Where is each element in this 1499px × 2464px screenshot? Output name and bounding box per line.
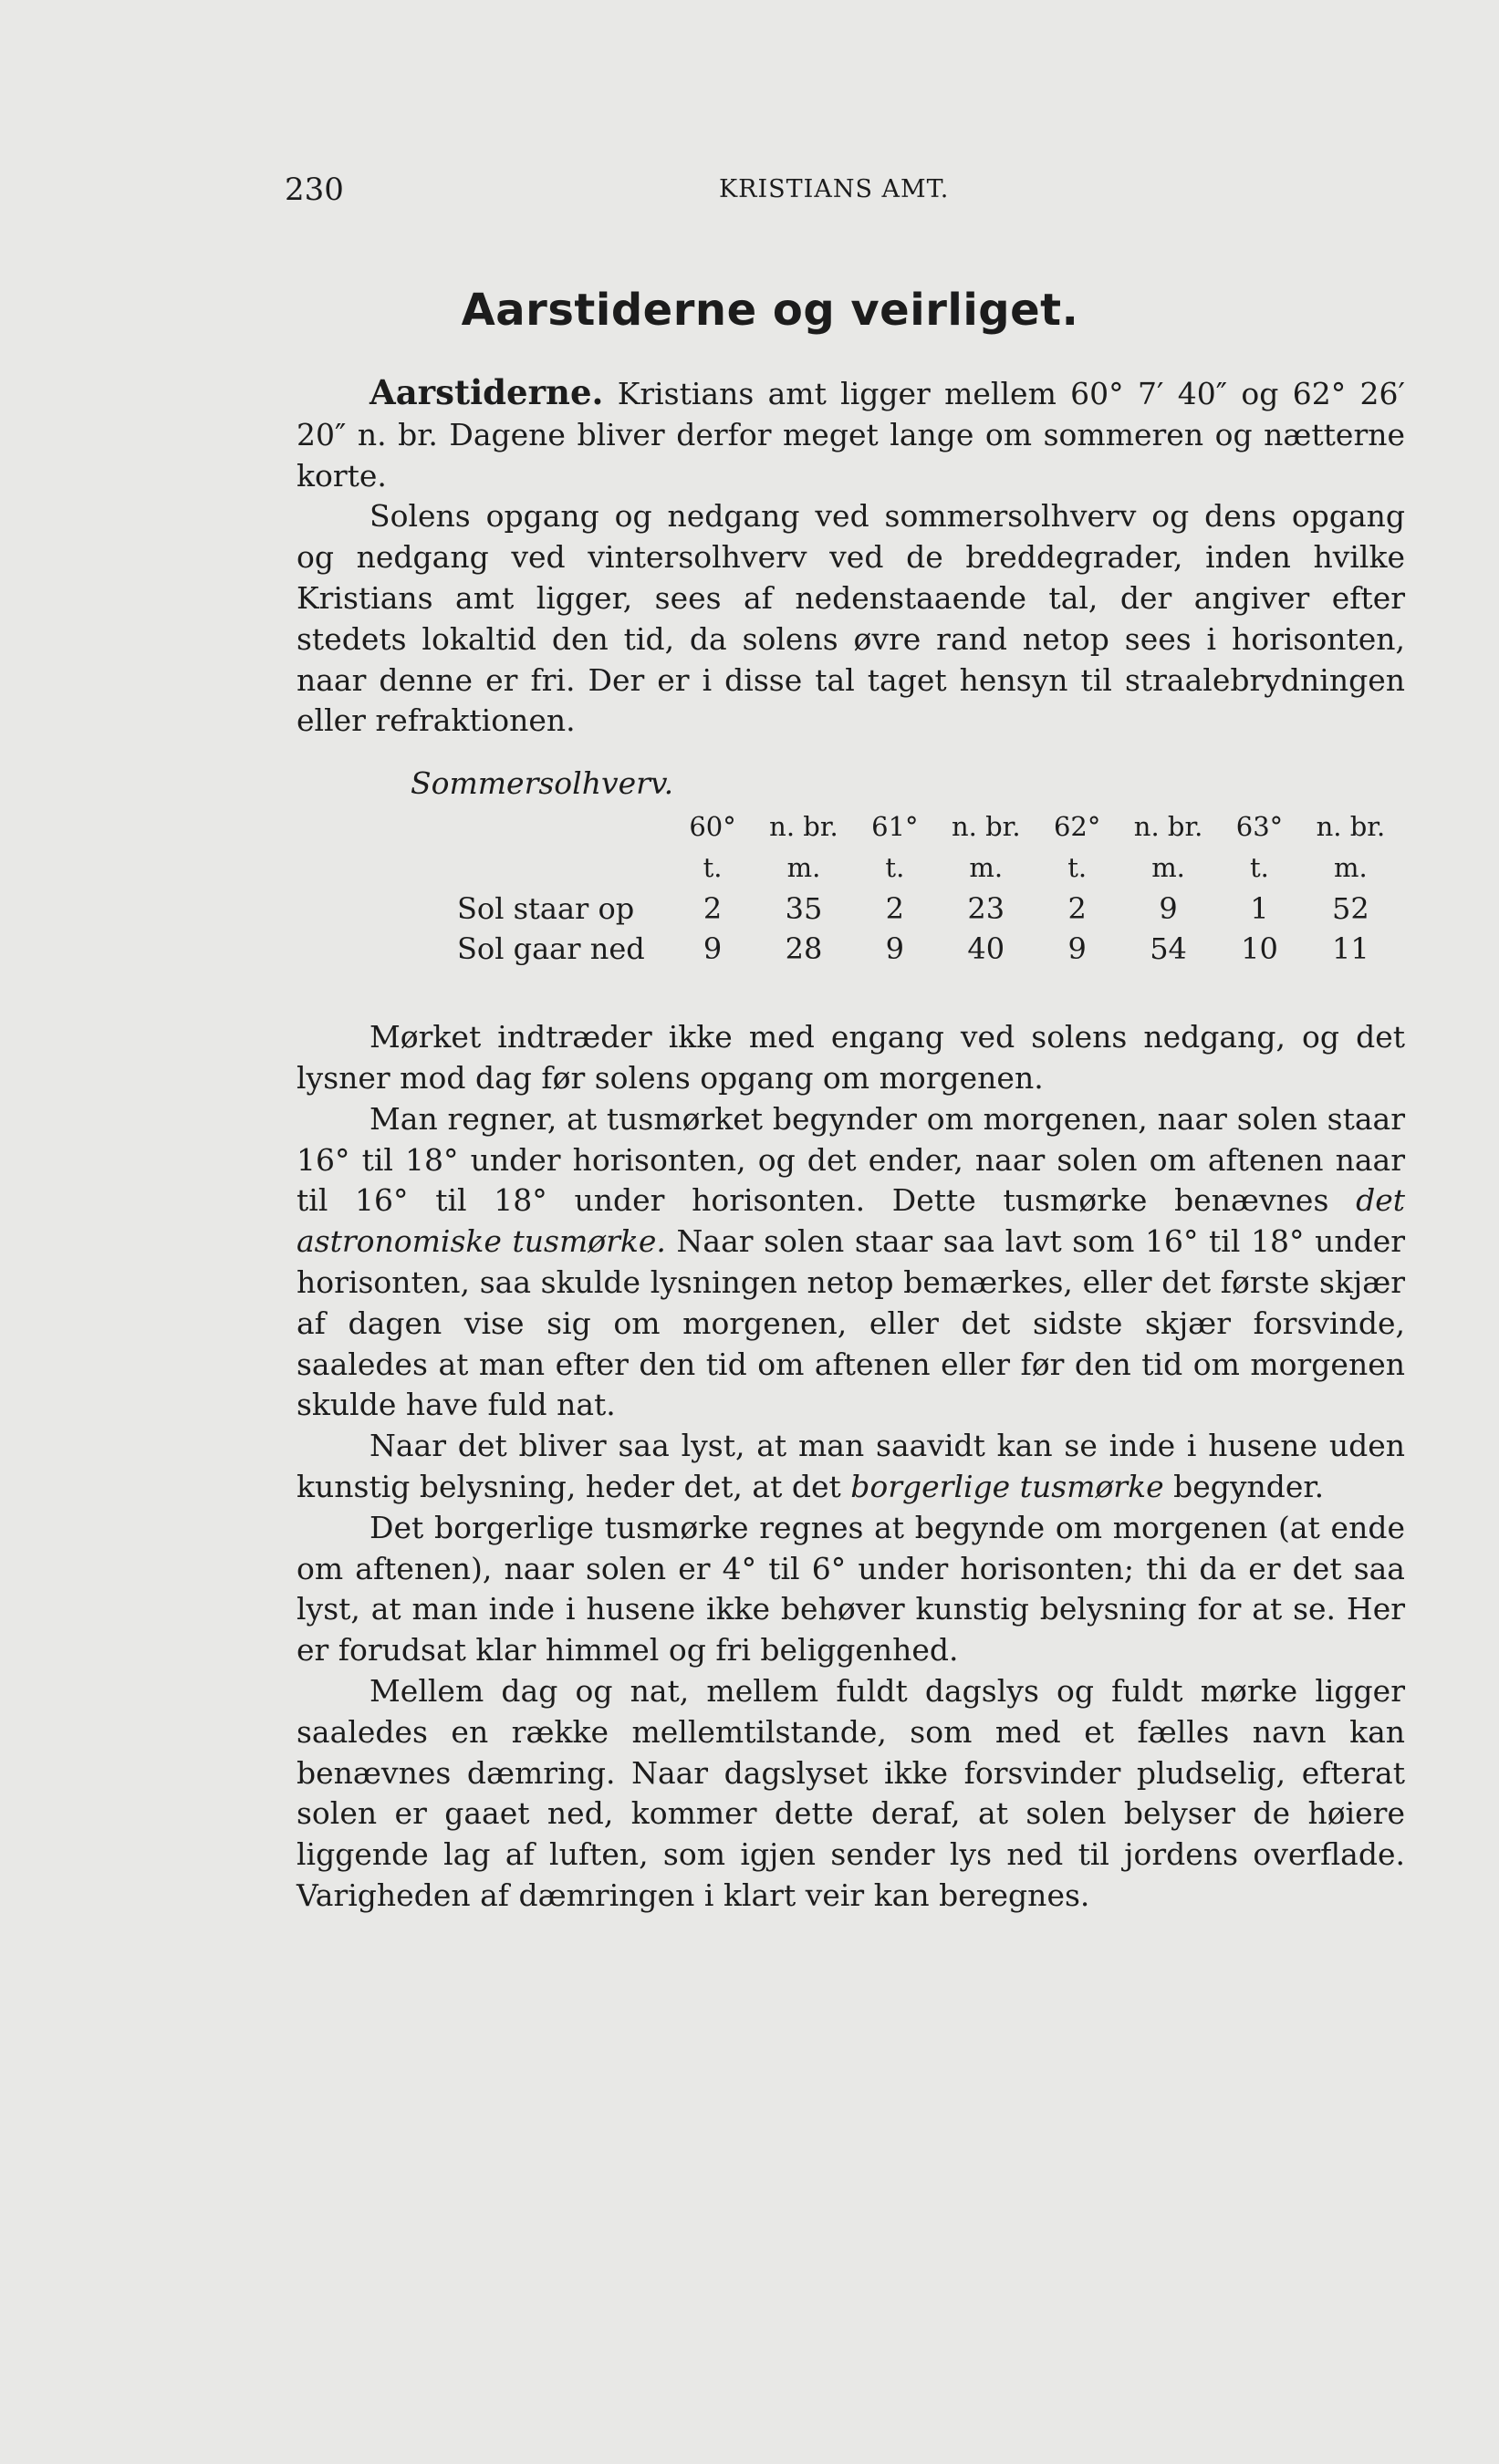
lat-unit: n. br. xyxy=(951,810,1021,842)
table-row-sunset xyxy=(452,929,1405,970)
unit-minutes: m. xyxy=(786,851,821,883)
paragraph-3: Mørket indtræder ikke med engang ved solens nedgang, og det lysner mod dag før solens opgang om morgenen. xyxy=(297,1019,1405,1096)
table-corner xyxy=(452,847,676,889)
row-label: Sol staar op xyxy=(457,890,635,926)
paragraph-6: Det borgerlige tusmørke regnes at begynde om morgenen (at ende om aftenen), naar solen er 4° til 6° under horisonten; thi da er det saa lyst, at man inde i husene ikke behøver kunstig belysning for at se. Her er forudsat klar himmel og fri beliggenhed. xyxy=(297,1509,1405,1669)
unit-minutes: m. xyxy=(969,851,1004,883)
unit-minutes: m. xyxy=(1334,851,1368,883)
paragraph-1 xyxy=(297,372,1405,496)
section-lead-in: Aarstiderne. xyxy=(370,372,604,412)
table-cell: 40 xyxy=(967,931,1005,967)
lat-unit: n. br. xyxy=(1316,810,1386,842)
table-cell: 54 xyxy=(1150,931,1187,967)
paragraph-5-text-a: Naar det bliver saa lyst, at man saavidt kan se inde i husene uden kunstig belysning, heder det, at det xyxy=(297,1428,1405,1504)
table-row-sunrise xyxy=(452,889,1405,930)
row-label: Sol gaar ned xyxy=(457,931,645,967)
sunrise-sunset-table xyxy=(452,806,1405,970)
running-head: KRISTIANS AMT. xyxy=(719,175,950,203)
table-cell: 1 xyxy=(1250,890,1269,926)
lat-unit: n. br. xyxy=(769,810,838,842)
paragraph-5-text-b: begynder. xyxy=(1163,1468,1325,1504)
unit-hours: t. xyxy=(703,851,723,883)
table-cell: 2 xyxy=(885,890,905,926)
table-cell: 35 xyxy=(785,890,823,926)
paragraph-2: Solens opgang og nedgang ved sommersolhverv og dens opgang og nedgang ved vintersolhverv ved de breddegrader, inden hvilke Kristians amt ligger, sees af nedenstaaende tal, der angiver efter stedets lokaltid den tid, da solens øvre rand netop sees i horisonten, naar denne er fri. Der er i disse tal taget hensyn til straalebrydningen eller refraktionen. xyxy=(297,498,1405,739)
table-unit-row xyxy=(452,847,1405,889)
lat-deg: 61° xyxy=(871,810,919,842)
table-cell: 2 xyxy=(1067,890,1087,926)
table-cell: 52 xyxy=(1332,890,1369,926)
paragraph-4-text-b: Naar solen staar saa lavt som 16° til 18° under horisonten, saa skulde lysningen netop bemærkes, eller det første skjær af dagen vise sig om morgenen, eller det sidste skjær forsvinde, saaledes at man efter den tid om aftenen eller før den tid om morgenen skulde have fuld nat. xyxy=(297,1223,1406,1423)
table-cell: 9 xyxy=(1067,931,1087,967)
table-cell: 23 xyxy=(967,890,1005,926)
lat-deg: 63° xyxy=(1235,810,1284,842)
unit-hours: t. xyxy=(885,851,905,883)
table-cell: 9 xyxy=(885,931,905,967)
lat-unit: n. br. xyxy=(1133,810,1203,842)
table-cell: 2 xyxy=(703,890,723,926)
chapter-title: Aarstiderne og veirliget. xyxy=(461,285,1079,336)
paragraph-4-text-a: Man regner, at tusmørket begynder om morgenen, naar solen staar 16° til 18° under horisonten, og det ender, naar solen om aftenen naar til 16° til 18° under horisonten. Dette tusmørke benævnes xyxy=(297,1100,1405,1219)
table-latitude-row xyxy=(452,806,1405,847)
table-cell: 11 xyxy=(1332,931,1369,967)
table-corner xyxy=(452,806,676,847)
paragraph-4-emphasis: det astronomiske tusmørke. xyxy=(297,1182,1405,1260)
table-cell: 9 xyxy=(1159,890,1178,926)
paragraph-5 xyxy=(297,1426,1405,1508)
table-cell: 10 xyxy=(1241,931,1278,967)
paragraph-5-emphasis: borgerlige tusmørke xyxy=(850,1468,1164,1504)
table-cell: 28 xyxy=(785,931,823,967)
unit-minutes: m. xyxy=(1151,851,1185,883)
page-header xyxy=(0,172,1499,217)
body-text xyxy=(297,372,1405,1917)
unit-hours: t. xyxy=(1250,851,1269,883)
lat-deg: 60° xyxy=(689,810,736,842)
paragraph-1-text: Kristians amt ligger mellem 60° 7′ 40″ og 62° 26′ 20″ n. br. Dagene bliver derfor meget lange om sommeren og nætterne korte. xyxy=(297,376,1405,494)
lat-deg: 62° xyxy=(1053,810,1101,842)
table-heading: Sommersolhverv. xyxy=(411,765,674,802)
page-number: 230 xyxy=(285,172,344,208)
paragraph-4 xyxy=(297,1099,1405,1426)
table-cell: 9 xyxy=(703,931,723,967)
paragraph-7: Mellem dag og nat, mellem fuldt dagslys og fuldt mørke ligger saaledes en række mellemtilstande, som med et fælles navn kan benævnes dæmring. Naar dagslyset ikke forsvinder pludselig, efterat solen er gaaet ned, kommer dette deraf, at solen belyser de høiere liggende lag af luften, som igjen sender lys ned til jordens overflade. Varigheden af dæmringen i klart veir kan beregnes. xyxy=(297,1672,1405,1913)
unit-hours: t. xyxy=(1067,851,1088,883)
